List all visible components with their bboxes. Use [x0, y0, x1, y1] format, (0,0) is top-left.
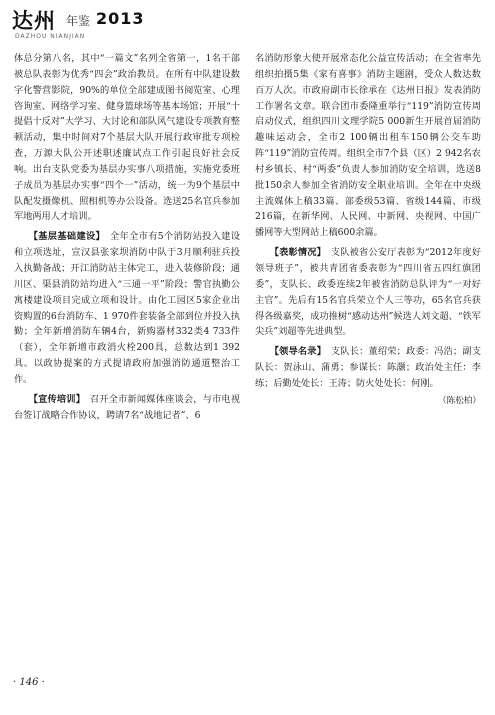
- masthead: [8, 6, 208, 46]
- section-heading: 【基层基础建设】: [28, 231, 101, 243]
- section-heading: 【表彰情况】: [269, 247, 322, 259]
- section-text: 支队长：董绍荣；政委：冯浩；副支队长：贺泳山、蒲勇；参谋长：陈灏；政治处主任：李练；后勤处处长：王涛；防火处处长：何刚。: [255, 346, 482, 389]
- author-credit: （陈松柏）: [438, 395, 481, 406]
- yearbook-title: 达州: [12, 9, 56, 33]
- paragraph: 体总分第八名，其中“一篇文”名列全省第一，1名干部被总队表彰为优秀“四会”政治教员。在所有中队建设数字化警营影院，90%的单位全部建成图书阅览室、心理咨询室、网络学习室、健身篮球场等基本场馆；开展“十提倡十反对”大学习、大讨论和部队风气建设专项教育整顿活动，集中时间对7个基层大队开展行政审批专项检查，万源大队公开述职述廉试点工作引起良好社会反响。出台支队党委为基层办实事八项措施，实施党委班子成员为基层办实事“四个一”活动，统一为9个基层中队配发摄像机、照相机等办公设备。选送25名官兵参加军地两用人才培训。: [14, 53, 240, 223]
- page-number: · 146 ·: [13, 677, 45, 688]
- yearbook-subtitle: DAZHOU NIANJIAN: [15, 33, 86, 40]
- paragraph: 名消防形象大使开展常态化公益宣传活动；在全省率先组织拍摄5集《家有喜事》消防主题剧，受众人数达数百万人次。市政府副市长徐承在《达州日报》发表消防工作署名文章。联合团市委隆重举行“119”消防宣传周启动仪式，组织四川文理学院5 000新生开展首届消防趣味运动会，全市2 100辆出租车150辆公交车助阵“119”消防宣传周。组织全市7个县（区）2 942名农村乡镇长、村“两委”负责人参加消防安全培训，选送8批150余人参加全省消防安全职业培训。全年在中央级主流媒体上稿33篇、部委级53篇、省级144篇、市级216篇，在新华网、人民网、中新网、央视网、中国广播网等大型网站上稿600余篇。: [255, 53, 481, 239]
- section-text: 支队被省公安厅表彰为“2012年度好领导班子”，被共青团省委表彰为“四川省五四红旗团委”，支队长、政委连续2年被省消防总队评为“一对好主官”。先后有15名官兵荣立个人三等功，65名官兵获得各级嘉奖，成功推树“感动达州”候选人刘文超、“铁军尖兵”刘超等先进典型。: [255, 247, 482, 338]
- section-publicity-training: [14, 392, 240, 424]
- section-commendations: [255, 245, 481, 340]
- left-column: [14, 51, 240, 423]
- section-leadership-list: [255, 344, 481, 392]
- section-heading: 【领导名录】: [269, 346, 322, 358]
- right-column: [255, 51, 481, 410]
- yearbook-year: 2013: [96, 9, 145, 28]
- yearbook-label: 年鉴: [66, 14, 91, 28]
- section-base-construction: [14, 229, 240, 387]
- section-text: 全年全市有5个消防站投入建设和立项选址，宣汉县张家坝消防中队于3月顺利驻兵投入执勤备战；开江消防站主体完工，进入装修阶段；通川区、渠县消防站均进入“三通一平”阶段；警官执勤公寓楼建设项目完成立项和设计。由化工园区5家企业出资购置的6台消防车、1 970件套装备全部到位并投入执勤；全年新增消防车辆4台，新购器材332类4 733件（套），全年新增市政消火栓200具，总数达到1 392具。以政协提案的方式提请政府加强消防通道整治工作。: [14, 231, 240, 385]
- section-text: 召开全市新闻媒体座谈会，与市电视台签订战略合作协议，聘请7名“战地记者”、6: [14, 393, 241, 421]
- section-heading: 【宣传培训】: [28, 393, 81, 405]
